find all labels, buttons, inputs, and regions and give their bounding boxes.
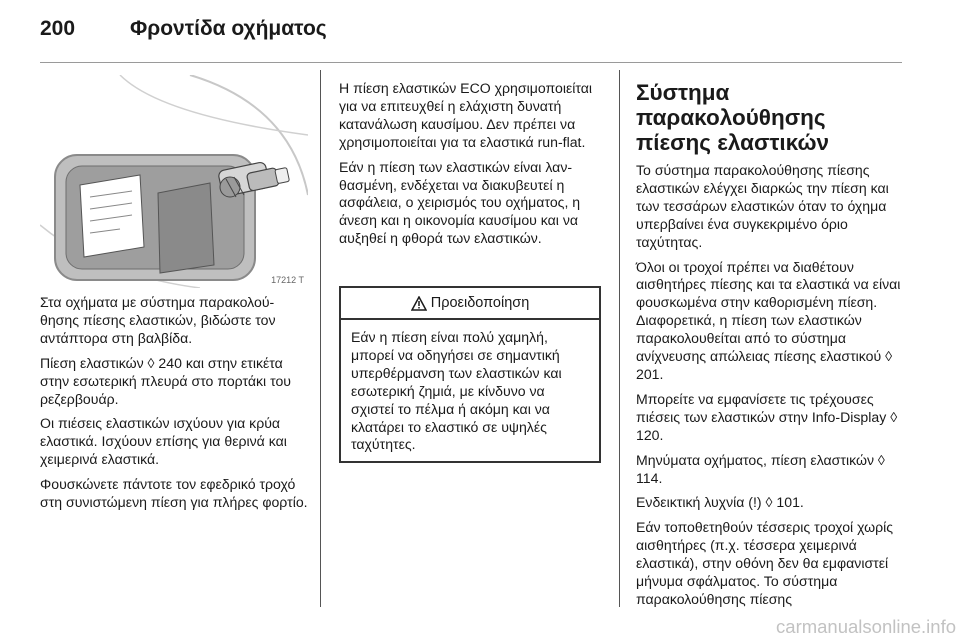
warning-triangle-icon bbox=[411, 296, 427, 311]
paragraph: Στα οχήματα με σύστημα παρακολούθησης πίεσης ελαστικών, βιδώστε τον αντάπτορα στη βαλβίδα. bbox=[40, 294, 276, 346]
paragraph: Εάν η πίεση των ελαστικών είναι λανθασμένη, ενδέχεται να διακυβευτεί η ασφάλεια, ο χειρισμός του οχήματος, η άνεση και η οικονομία καυσίμου και να αυξηθεί η φθορά των ελαστικών. bbox=[339, 158, 581, 247]
section-title: Σύστημα παρακολούθησης πίεσης ελαστικών bbox=[636, 80, 829, 155]
warning-header bbox=[341, 288, 599, 320]
page-title: Φροντίδα οχήματος bbox=[130, 17, 327, 40]
paragraph: Όλοι οι τροχοί πρέπει να διαθέτουν αισθητήρες πίεσης και τα ελαστικά να είναι φουσκωμένα στην καθορισμένη πίεση. Διαφορετικά, η πίεση των ελαστικών παρακολουθείται από το σύστημα ανίχνευσης απώλειας πίεσης ελαστικού ◊ 201. bbox=[636, 258, 901, 382]
warning-title: Προειδοποίηση bbox=[430, 295, 530, 311]
column-middle bbox=[339, 80, 607, 255]
paragraph: Πίεση ελαστικών ◊ 240 και στην ετικέτα στην εσωτερική πλευρά στο πορτάκι του ρεζερβουάρ. bbox=[40, 354, 292, 407]
page-number: 200 bbox=[40, 17, 76, 40]
paragraph: Μηνύματα οχήματος, πίεση ελαστικών ◊ 114. bbox=[636, 451, 885, 486]
warning-text: Εάν η πίεση είναι πολύ χαμηλή, μπορεί να οδηγήσει σε σημαντική υπερθέρμανση των ελαστικών και εσωτερική ζημιά, με κίνδυνο να σχιστεί το πέλμα ή ακόμη και να κλατάρει το ελαστικό σε υψηλές ταχύτητες. bbox=[351, 329, 562, 453]
paragraph: Μπορείτε να εμφανίσετε τις τρέχουσες πιέσεις των ελαστικών στην Info-Display ◊ 120. bbox=[636, 390, 898, 443]
paragraph: Φουσκώνετε πάντοτε τον εφεδρικό τροχό στη συνιστώμενη πίεση για πλήρες φορτίο. bbox=[40, 476, 308, 511]
header-divider bbox=[40, 62, 902, 63]
paragraph: Εάν τοποθετηθούν τέσσερις τροχοί χωρίς αισθητήρες (π.χ. τέσσερα χειμερινά ελαστικά), στην οθόνη δεν θα εμφανιστεί μήνυμα σφάλματος. Το σύστημα παρακολούθησης πίεσης bbox=[636, 519, 894, 607]
watermark: carmanualsonline.info bbox=[776, 616, 956, 637]
fuel-flap-valve-illustration bbox=[40, 75, 308, 288]
column-divider-2 bbox=[619, 70, 620, 607]
paragraph: Η πίεση ελαστικών ECO χρησιμοποιείται για να επιτευχθεί η ελάχιστη δυνατή κατανάλωση καυσίμου. Δεν πρέπει να χρησιμοποιείται για τα ελαστικά run-flat. bbox=[339, 80, 593, 150]
paragraph: Οι πιέσεις ελαστικών ισχύουν για κρύα ελαστικά. Ισχύουν επίσης για θερινά και χειμερινά ελαστικά. bbox=[40, 415, 287, 468]
column-divider-1 bbox=[320, 70, 321, 607]
warning-box bbox=[339, 286, 601, 463]
paragraph: Ενδεικτική λυχνία (!) ◊ 101. bbox=[636, 494, 804, 511]
page-header bbox=[40, 17, 920, 47]
column-right bbox=[636, 80, 906, 616]
column-left bbox=[40, 294, 308, 519]
paragraph: Το σύστημα παρακολούθησης πίεσης ελαστικών ελέγχει διαρκώς την πίεση και των τεσσάρων ελαστικών όταν το όχημα υπερβαίνει ένα συγκεκριμένο όριο ταχύτητας. bbox=[636, 162, 889, 250]
figure-code: 17212 T bbox=[271, 275, 304, 285]
